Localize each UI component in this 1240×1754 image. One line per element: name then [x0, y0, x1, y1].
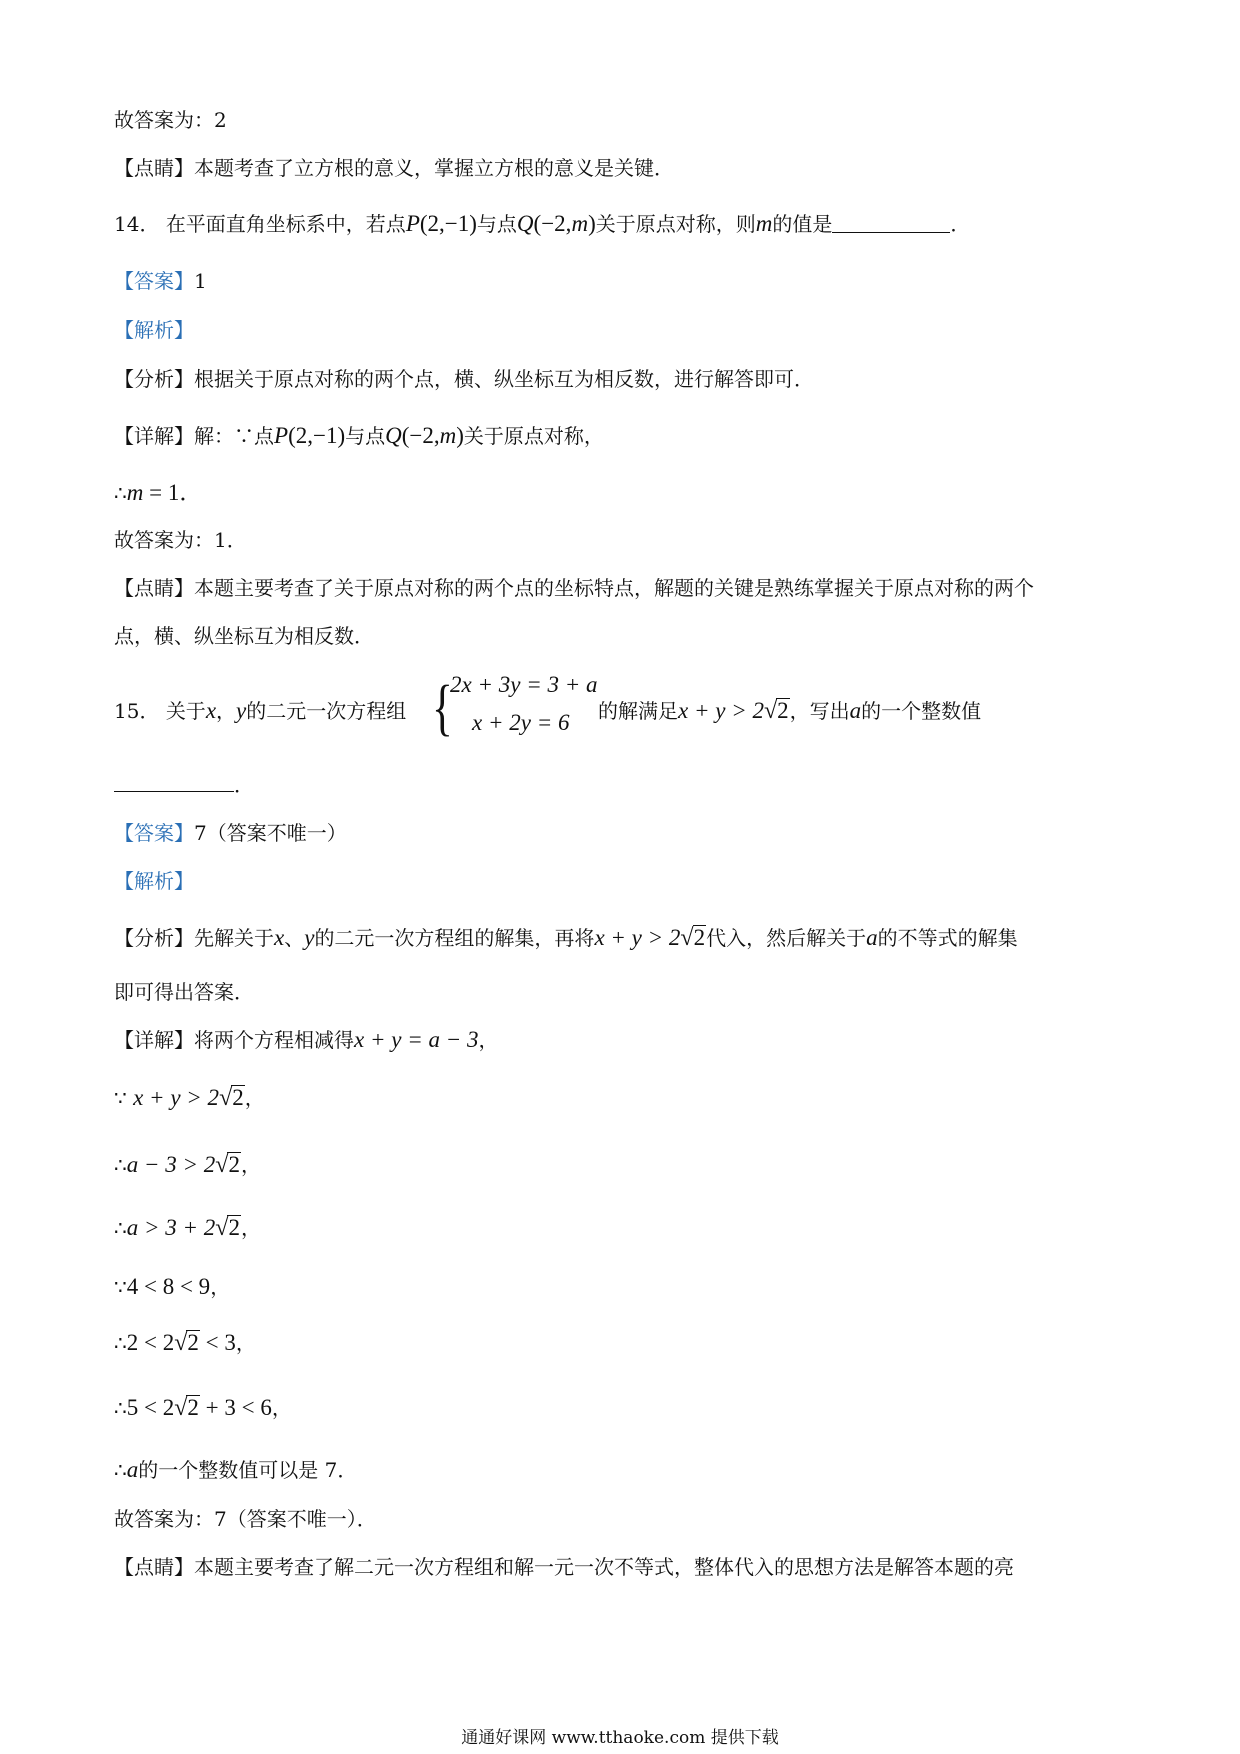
text: 故答案为：2: [114, 108, 227, 132]
sqrt-sign: √: [680, 925, 694, 951]
fenxi-15-line2: [114, 977, 254, 1007]
math-ineq: x + y > 2: [594, 925, 681, 950]
text: ，: [210, 1275, 231, 1299]
text: ．: [950, 212, 971, 236]
because-symbol: ∵: [114, 1086, 134, 1110]
step-3: [114, 1213, 261, 1243]
text: ，写出: [789, 699, 850, 723]
text: 在平面直角坐标系中，若点: [165, 212, 406, 236]
guda-15: [114, 1504, 377, 1534]
text: 将两个方程相减得: [194, 1028, 354, 1052]
text: 解：∵点: [194, 424, 274, 448]
text: 关于原点对称，: [463, 424, 604, 448]
therefore-symbol: ∴: [114, 1153, 127, 1177]
text: ．: [234, 773, 254, 797]
equation-2: x + 2y = 6: [472, 710, 570, 735]
step-1: [114, 1083, 265, 1113]
math-expr: a − 3 > 2: [126, 1152, 216, 1177]
dianjing-15: [114, 1552, 1014, 1582]
math-expr: < 3: [199, 1330, 236, 1355]
math-x: x: [274, 925, 285, 950]
text: 的一个整数值可以是 7．: [138, 1458, 358, 1482]
math-a: a: [849, 698, 862, 723]
text: ，: [235, 1331, 256, 1355]
sqrt-radicand: 2: [187, 1395, 199, 1420]
text: ，: [240, 1216, 261, 1240]
answer-blank: [114, 771, 234, 792]
sqrt-sign: √: [215, 1215, 229, 1241]
sqrt-radicand: 2: [777, 698, 789, 723]
therefore-symbol: ∴: [114, 1458, 127, 1482]
question-14: [114, 209, 970, 239]
therefore-symbol: ∴: [114, 1331, 127, 1355]
text: 本题主要考查了关于原点对称的两个点的坐标特点，解题的关键是熟练掌握关于原点对称的两个: [194, 576, 1034, 600]
sqrt-sign: √: [763, 698, 778, 724]
question-15-blank: [114, 770, 254, 800]
sqrt-sign: √: [215, 1152, 229, 1178]
answer-14: [114, 266, 207, 296]
math-a: a: [866, 925, 878, 950]
text: 的二元一次方程组: [246, 699, 407, 723]
math-x: x: [205, 698, 217, 723]
xiangjie-tag: 【详解】: [114, 1028, 194, 1052]
sqrt-sign: √: [174, 1330, 188, 1356]
math-m: m: [755, 211, 773, 236]
math-Q: Q: [516, 211, 534, 236]
math-ineq: x + y > 2: [678, 698, 764, 723]
because-symbol: ∵: [114, 1275, 127, 1299]
math-y: y: [304, 925, 315, 950]
jiexi-tag: 【解析】: [114, 318, 194, 342]
math-expr: 5 < 2: [126, 1395, 175, 1420]
text: 的不等式的解集: [877, 926, 1018, 950]
step-6: [114, 1393, 292, 1423]
therefore-symbol: ∴: [114, 481, 127, 505]
fenxi-tag: 【分析】: [114, 926, 194, 950]
guda-14: [114, 525, 247, 555]
text: ，: [271, 1396, 292, 1420]
text: ，: [478, 1028, 499, 1052]
math-P-args: (2,−1): [288, 423, 346, 448]
text: 的值是: [772, 212, 833, 236]
math-m: m: [439, 423, 457, 448]
brace-symbol: {: [432, 674, 453, 742]
therefore-symbol: ∴: [114, 1216, 127, 1240]
answer-value: 1: [194, 269, 207, 293]
text: 即可得出答案．: [114, 980, 254, 1004]
math-y: y: [236, 698, 247, 723]
text: 故答案为：1．: [114, 528, 247, 552]
jiexi-14: [114, 315, 194, 345]
text: ，: [240, 1153, 261, 1177]
question-15: [114, 696, 406, 726]
math-P: P: [274, 423, 289, 448]
answer-blank: [832, 212, 950, 233]
fenxi-15: [114, 923, 1018, 953]
fenxi-tag: 【分析】: [114, 367, 194, 391]
text: ，: [244, 1086, 265, 1110]
text: ，: [216, 699, 237, 723]
sqrt-sign: √: [174, 1395, 188, 1421]
text: 的一个整数值: [861, 699, 982, 723]
answer-value: 7（答案不唯一）: [194, 821, 347, 845]
step-5: [114, 1328, 256, 1358]
jiexi-15: [114, 866, 194, 896]
answer-tag: 【答案】: [114, 821, 194, 845]
line-prev-dianjing: [114, 153, 674, 183]
text: 点，横、纵坐标互为相反数．: [114, 624, 374, 648]
text: 关于原点对称，则: [595, 212, 756, 236]
text: 的二元一次方程组的解集，再将: [314, 926, 595, 950]
text: 代入，然后解关于: [706, 926, 867, 950]
text: 本题考查了立方根的意义，掌握立方根的意义是关键．: [194, 156, 674, 180]
question-number: 15．: [114, 699, 160, 723]
math-eq: = 1．: [143, 480, 203, 505]
math-P: P: [405, 211, 420, 236]
math-expr: 2 < 2: [126, 1330, 175, 1355]
question-number: 14．: [114, 212, 160, 236]
math-m: m: [126, 480, 144, 505]
sqrt-radicand: 2: [693, 925, 706, 950]
sqrt-radicand: 2: [187, 1330, 199, 1355]
dianjing-tag: 【点睛】: [114, 156, 194, 180]
line-prev-answer: [114, 105, 227, 135]
text: 、: [284, 926, 305, 950]
step-2: [114, 1150, 261, 1180]
text: 先解关于: [194, 926, 274, 950]
therefore-14: [114, 478, 202, 508]
math-Q-args: (−2,: [533, 211, 572, 236]
question-15-tail: [598, 696, 981, 726]
math-close: ): [588, 211, 596, 236]
step-7: [114, 1455, 357, 1485]
xiangjie-15: [114, 1025, 498, 1055]
xiangjie-14: [114, 421, 604, 451]
equation-system: [432, 672, 598, 750]
text: 本题主要考查了解二元一次方程组和解一元一次不等式，整体代入的思想方法是解答本题的亮: [194, 1555, 1014, 1579]
answer-tag: 【答案】: [114, 269, 194, 293]
fenxi-14: [114, 364, 814, 394]
math-expr: x + y > 2: [133, 1085, 220, 1110]
footer-text: 通通好课网 www.tthaoke.com 提供下载: [461, 1728, 779, 1748]
dianjing-14-line1: [114, 573, 1034, 603]
math-a: a: [126, 1457, 139, 1482]
math-eq: x + y = a − 3: [354, 1027, 479, 1052]
jiexi-tag: 【解析】: [114, 869, 194, 893]
sqrt-radicand: 2: [232, 1085, 244, 1110]
math-expr: 4 < 8 < 9: [126, 1274, 211, 1299]
answer-15: [114, 818, 347, 848]
dianjing-tag: 【点睛】: [114, 1555, 194, 1579]
dianjing-14-line2: [114, 621, 374, 651]
math-Q-args: (−2,: [401, 423, 440, 448]
xiangjie-tag: 【详解】: [114, 424, 194, 448]
equation-1: 2x + 3y = 3 + a: [450, 672, 598, 697]
math-Q: Q: [385, 423, 402, 448]
sqrt-sign: √: [219, 1085, 233, 1111]
math-close: ): [456, 423, 464, 448]
footer: [0, 1727, 1240, 1749]
sqrt-radicand: 2: [228, 1152, 240, 1177]
text: 与点: [476, 212, 517, 236]
math-m: m: [571, 211, 589, 236]
text: 与点: [345, 424, 386, 448]
text: 关于: [165, 699, 206, 723]
therefore-symbol: ∴: [114, 1396, 127, 1420]
text: 根据关于原点对称的两个点，横、纵坐标互为相反数，进行解答即可．: [194, 367, 814, 391]
dianjing-tag: 【点睛】: [114, 576, 194, 600]
text: 故答案为：7（答案不唯一）．: [114, 1507, 377, 1531]
text: 的解满足: [598, 699, 678, 723]
sqrt-radicand: 2: [228, 1215, 240, 1240]
math-P-args: (2,−1): [419, 211, 477, 236]
math-expr: a > 3 + 2: [126, 1215, 216, 1240]
step-4: [114, 1272, 230, 1302]
math-expr: + 3 < 6: [199, 1395, 272, 1420]
